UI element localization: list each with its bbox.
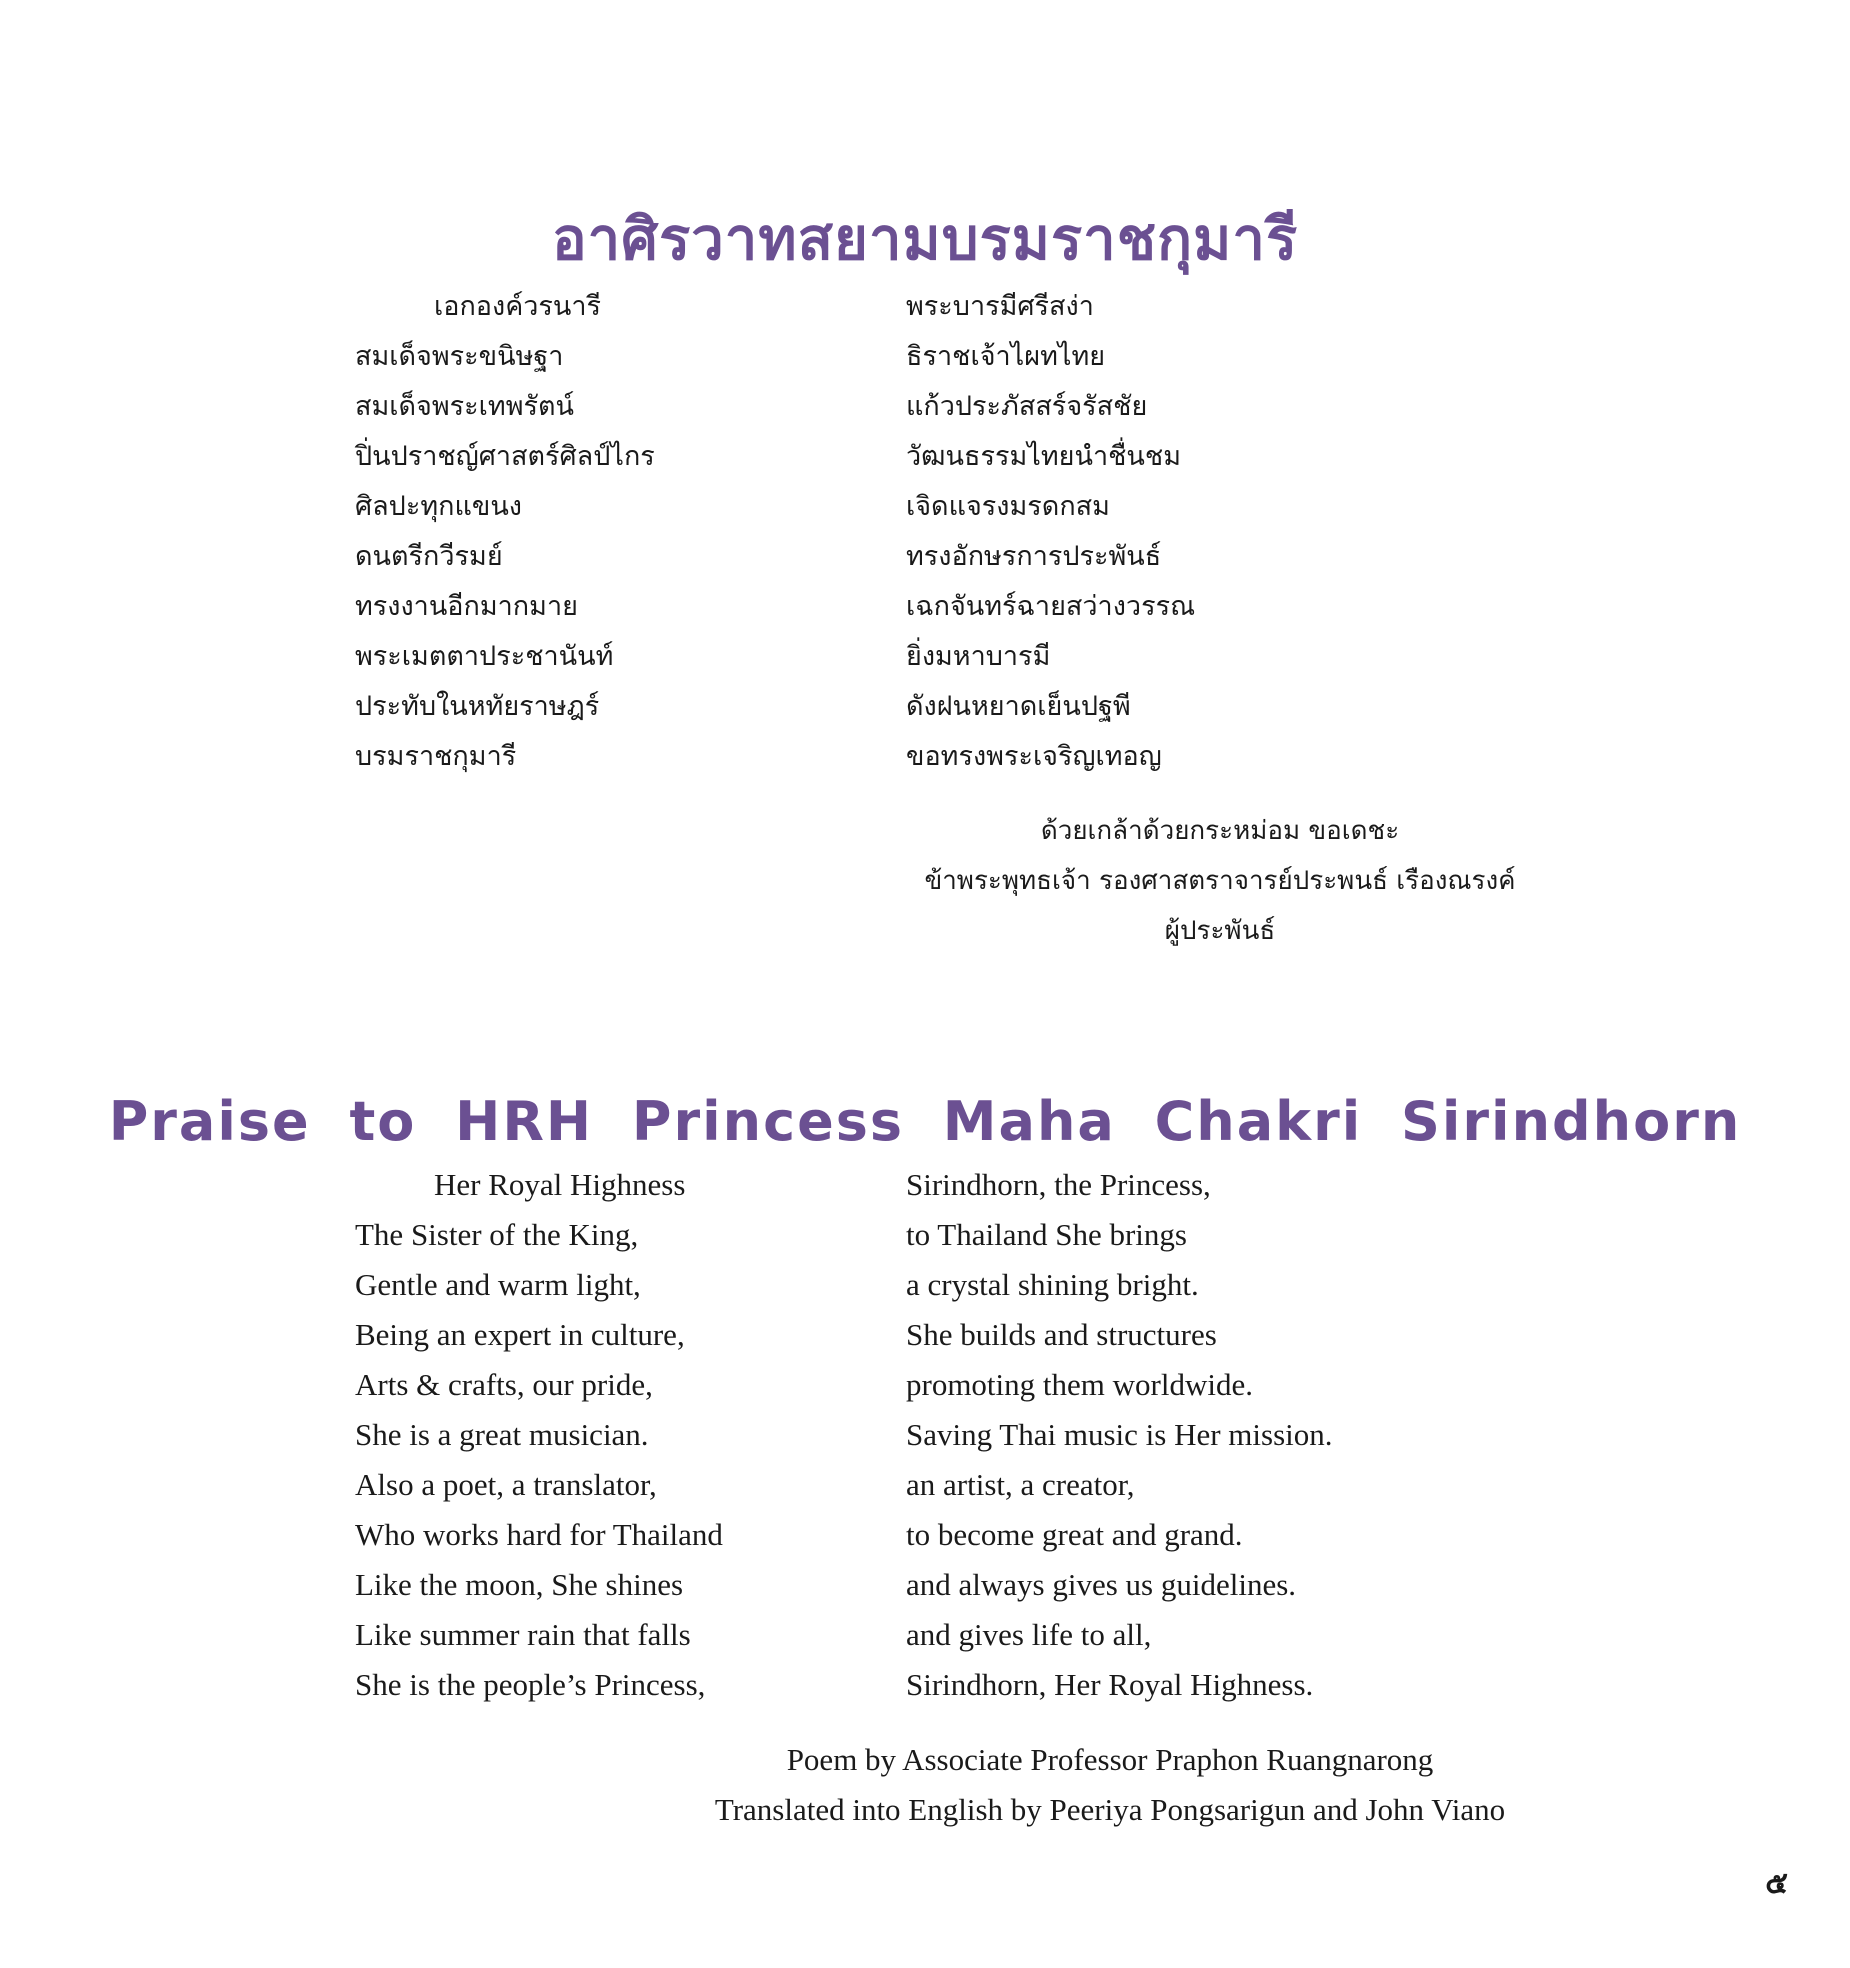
poem-line: บรมราชกุมารี xyxy=(355,741,517,772)
poem-line: แก้วประภัสสร์จรัสชัย xyxy=(906,391,1148,422)
thai-poem-credit xyxy=(900,806,1540,956)
page-number: ๕ xyxy=(1765,1866,1788,1901)
poem-line: ศิลปะทุกแขนง xyxy=(355,491,522,522)
poem-line: ทรงอักษรการประพันธ์ xyxy=(906,541,1162,572)
poem-line: Arts & crafts, our pride, xyxy=(355,1367,653,1402)
poem-line: เฉกจันทร์ฉายสว่างวรรณ xyxy=(906,591,1196,622)
poem-line: ยิ่งมหาบารมี xyxy=(906,641,1051,672)
poem-line: ดนตรีกวีรมย์ xyxy=(355,541,503,572)
poem-line: เจิดแจรงมรดกสม xyxy=(906,491,1110,522)
poem-line: She is the people’s Princess, xyxy=(355,1667,706,1702)
credit-line: ด้วยเกล้าด้วยกระหม่อม ขอเดชะ xyxy=(1040,816,1400,846)
poem-line: Sirindhorn, the Princess, xyxy=(906,1167,1211,1202)
credit-line: Translated into English by Peeriya Pongsarigun and John Viano xyxy=(714,1792,1506,1827)
poem-line: Who works hard for Thailand xyxy=(355,1517,723,1552)
poem-line: ธิราชเจ้าไผทไทย xyxy=(906,341,1106,372)
english-poem-left-column xyxy=(355,1160,723,1710)
thai-poem-title: อาศิรวาทสยามบรมราชกุมารี xyxy=(551,204,1299,273)
poem-line: a crystal shining bright. xyxy=(906,1267,1199,1302)
poem-line: Gentle and warm light, xyxy=(355,1267,641,1302)
poem-line: promoting them worldwide. xyxy=(906,1367,1253,1402)
credit-line: ข้าพระพุทธเจ้า รองศาสตราจารย์ประพนธ์ เรืองณรงค์ xyxy=(924,866,1516,896)
poem-line: ประทับในหทัยราษฎร์ xyxy=(355,691,600,722)
poem-line: ปิ่นปราชญ์ศาสตร์ศิลป์ไกร xyxy=(355,441,655,472)
english-poem-right-column xyxy=(906,1160,1333,1710)
poem-line: to Thailand She brings xyxy=(906,1217,1187,1252)
poem-line: She is a great musician. xyxy=(355,1417,649,1452)
poem-line: พระบารมีศรีสง่า xyxy=(906,291,1094,322)
thai-poem-right-column xyxy=(906,282,1195,782)
poem-line: and always gives us guidelines. xyxy=(906,1567,1297,1602)
poem-line: ขอทรงพระเจริญเทอญ xyxy=(906,741,1162,772)
poem-line: Her Royal Highness xyxy=(434,1167,686,1202)
credit-line: ผู้ประพันธ์ xyxy=(1164,916,1276,946)
poem-line: Like summer rain that falls xyxy=(355,1617,691,1652)
poem-line: and gives life to all, xyxy=(906,1617,1152,1652)
poem-line: วัฒนธรรมไทยนำชื่นชม xyxy=(906,441,1182,472)
poem-line: ดังฝนหยาดเย็นปฐพี xyxy=(906,691,1131,722)
credit-line: Poem by Associate Professor Praphon Ruangnarong xyxy=(786,1742,1434,1777)
poem-line: Like the moon, She shines xyxy=(355,1567,684,1602)
poem-line: Also a poet, a translator, xyxy=(355,1467,657,1502)
poem-line: She builds and structures xyxy=(906,1317,1217,1352)
poem-line: พระเมตตาประชานันท์ xyxy=(355,641,614,672)
poem-line: an artist, a creator, xyxy=(906,1467,1135,1502)
thai-poem-left-column xyxy=(355,282,655,782)
poem-line: สมเด็จพระเทพรัตน์ xyxy=(355,391,574,422)
poem-line: Saving Thai music is Her mission. xyxy=(906,1417,1333,1452)
poem-line: ทรงงานอีกมากมาย xyxy=(355,591,578,622)
poem-line: The Sister of the King, xyxy=(355,1217,639,1252)
poem-line: Being an expert in culture, xyxy=(355,1317,685,1352)
poem-line: สมเด็จพระขนิษฐา xyxy=(355,341,564,372)
english-poem-credit xyxy=(660,1735,1560,1835)
english-poem-title: Praise to HRH Princess Maha Chakri Sirindhorn xyxy=(108,1089,1742,1153)
poem-line: to become great and grand. xyxy=(906,1517,1243,1552)
poem-line: เอกองค์วรนารี xyxy=(434,291,602,322)
poem-line: Sirindhorn, Her Royal Highness. xyxy=(906,1667,1314,1702)
